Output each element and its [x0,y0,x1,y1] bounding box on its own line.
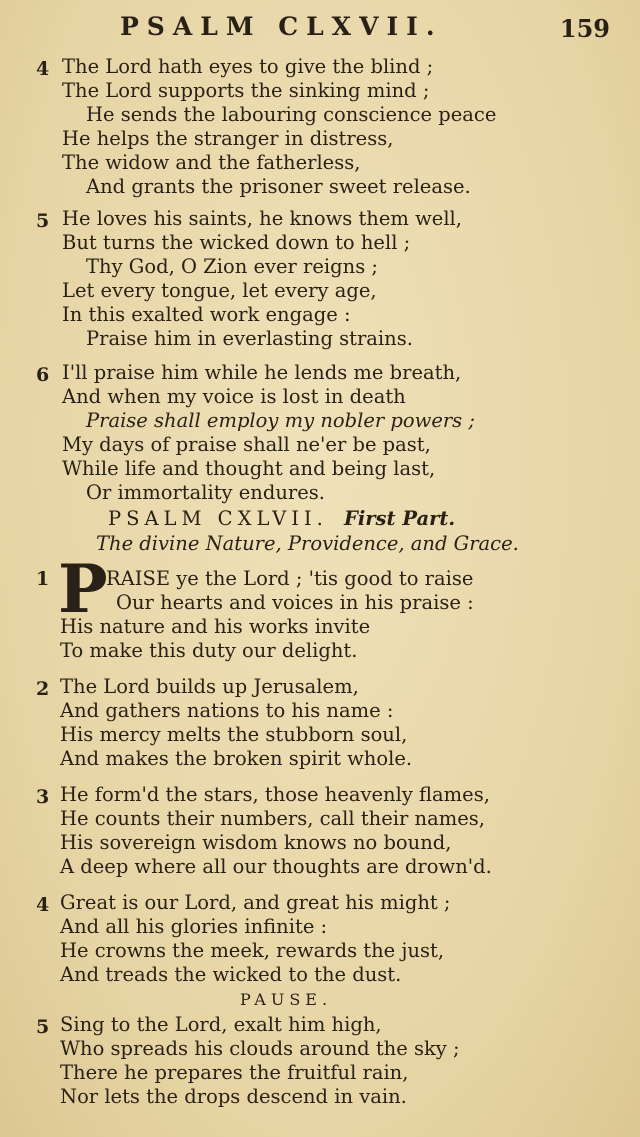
verse-number: 5 [36,210,50,232]
verse-line: RAISE ye the Lord ; 'tis good to raise [106,567,474,590]
verse-line: The Lord supports the sinking mind ; [62,79,430,102]
verse-line: To make this duty our delight. [60,639,358,662]
verse-line: He sends the labouring conscience peace [86,103,497,126]
verse-line: Thy God, O Zion ever reigns ; [86,255,378,278]
psalm-subtitle: The divine Nature, Providence, and Grace. [96,532,519,555]
verse-line: He loves his saints, he knows them well, [62,207,462,230]
verse-line: His sovereign wisdom knows no bound, [60,831,452,854]
verse-line: Who spreads his clouds around the sky ; [60,1037,460,1060]
verse-number: 2 [36,678,50,700]
verse-line: There he prepares the fruitful rain, [60,1061,409,1084]
verse-line: He form'd the stars, those heavenly flames, [60,783,490,806]
verse-line: He crowns the meek, rewards the just, [60,939,445,962]
verse-line: Praise him in everlasting strains. [86,327,413,350]
verse-line: I'll praise him while he lends me breath, [62,361,462,384]
verse-line: He counts their numbers, call their names, [60,807,485,830]
verse-line: And all his glories infinite : [60,915,328,938]
verse-number: 4 [36,894,50,916]
page-number: 159 [559,14,610,43]
verse-line: And makes the broken spirit whole. [60,747,413,770]
verse-line: Let every tongue, let every age, [62,279,377,302]
verse-line: But turns the wicked down to hell ; [62,231,411,254]
verse-line: The Lord builds up Jerusalem, [60,675,359,698]
psalm-title: PSALM CXLVII. [108,507,328,530]
drop-cap: P [58,550,108,628]
verse-number: 1 [36,568,50,590]
verse-line: He helps the stranger in distress, [62,127,394,150]
verse-line: In this exalted work engage : [62,303,351,326]
page-header [0,12,640,46]
verse-number: 3 [36,786,50,808]
verse-line: Our hearts and voices in his praise : [116,591,474,614]
verse-number: 5 [36,1016,50,1038]
verse-number: 6 [36,364,50,386]
verse-line: His mercy melts the stubborn soul, [60,723,408,746]
verse-line: A deep where all our thoughts are drown'd. [60,855,492,878]
verse-line: Great is our Lord, and great his might ; [60,891,451,914]
psalm-title-row [108,506,455,532]
verse-line: His nature and his works invite [60,615,371,638]
verse-line: The Lord hath eyes to give the blind ; [62,55,434,78]
pause-heading: PAUSE. [240,990,333,1009]
verse-line: While life and thought and being last, [62,457,436,480]
verse-number: 4 [36,58,50,80]
verse-line: The widow and the fatherless, [62,151,361,174]
verse-line: My days of praise shall ne'er be past, [62,433,431,456]
verse-line: Praise shall employ my nobler powers ; [86,409,475,432]
verse-line: Or immortality endures. [86,481,325,504]
verse-line: And gathers nations to his name : [60,699,394,722]
verse-line: And when my voice is lost in death [62,385,406,408]
verse-line: Nor lets the drops descend in vain. [60,1085,407,1108]
verse-line: Sing to the Lord, exalt him high, [60,1013,382,1036]
verse-line: And treads the wicked to the dust. [60,963,402,986]
psalm-part: First Part. [344,507,456,530]
verse-line: And grants the prisoner sweet release. [86,175,471,198]
running-title: PSALM CLXVII. [120,12,443,41]
